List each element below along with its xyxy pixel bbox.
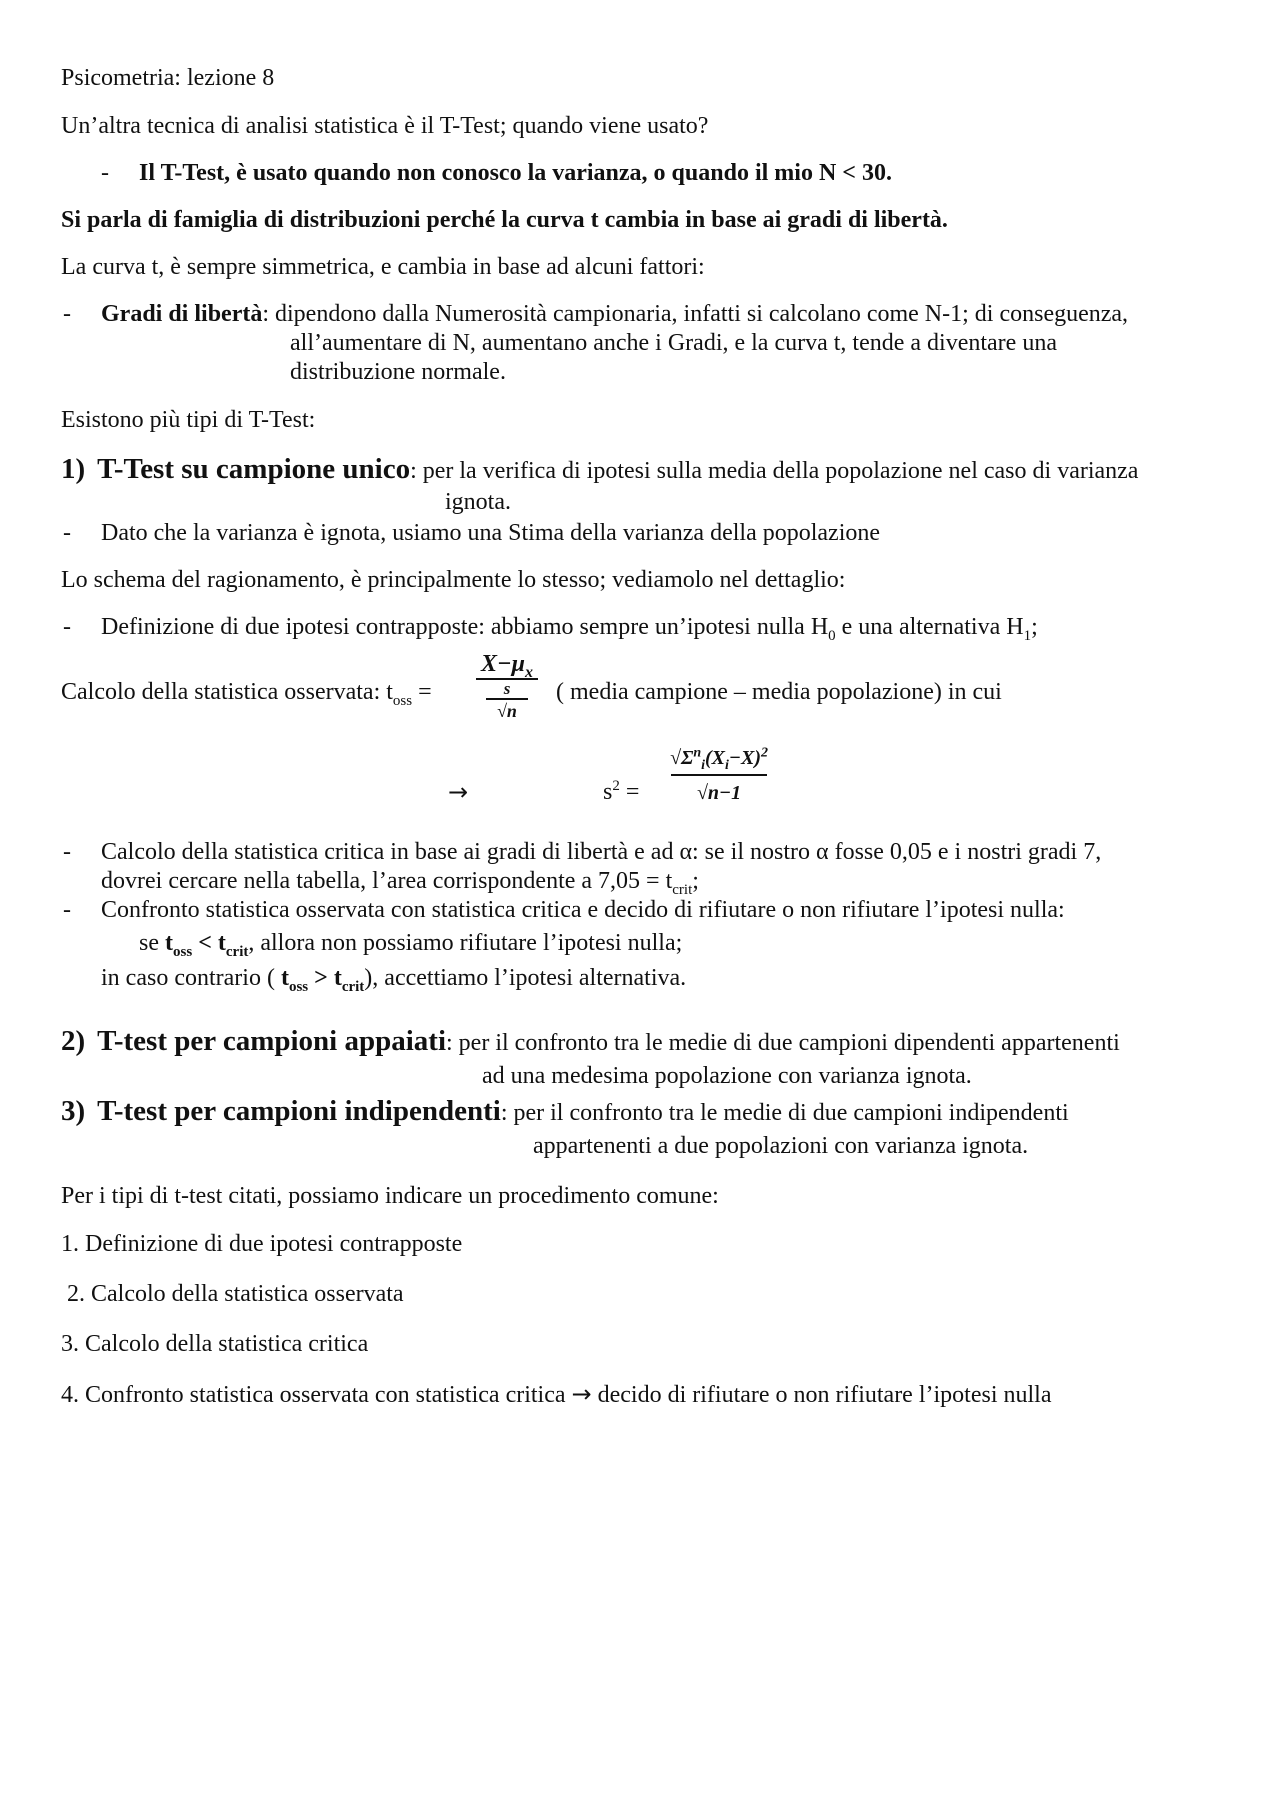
gradi-line-3: distribuzione normale.	[290, 359, 506, 385]
confronto-line-1: Confronto statistica osservata con statistica critica e decido di rifiutare o non rifiutare l’ipotesi nulla:	[101, 897, 1065, 923]
type2-title: T-test per campioni appaiati	[97, 1025, 447, 1057]
curve-intro: La curva t, è sempre simmetrica, e cambia in base ad alcuni fattori:	[61, 254, 705, 280]
confronto-se: se $t_{oss} < t_{crit}$, allora non possiamo rifiutare l’ipotesi nulla;	[139, 930, 683, 960]
type2-heading: 2) T-test per campioni appaiati: per il confronto tra le medie di due campioni dipendenti appartenenti	[61, 1025, 1120, 1057]
step-4: 4. Confronto statistica osservata con statistica critica → decido di rifiutare o non rifiutare l’ipotesi nulla	[61, 1380, 1052, 1408]
bullet-dash: -	[63, 614, 71, 640]
type3-desc-2: appartenenti a due popolazioni con varianza ignota.	[533, 1133, 1029, 1159]
types-intro: Esistono più tipi di T-Test:	[61, 407, 316, 433]
step-1: 1. Definizione di due ipotesi contrapposte	[61, 1231, 463, 1257]
type1-title: T-Test su campione unico	[97, 453, 411, 485]
arrow-icon: →	[448, 778, 469, 806]
s2-label: $s^2$ =	[603, 778, 640, 805]
bullet-dash: -	[63, 839, 71, 865]
gradi-line-2: all’aumentare di N, aumentano anche i Gradi, e la curva t, tende a diventare una	[290, 330, 1057, 356]
step-2: 2. Calcolo della statistica osservata	[61, 1281, 404, 1307]
type3-title: T-test per campioni indipendenti	[97, 1095, 501, 1127]
bullet-dash: -	[101, 160, 109, 186]
family-paragraph: Si parla di famiglia di distribuzioni perché la curva t cambia in base ai gradi di libertà.	[61, 207, 948, 233]
intro-paragraph: Un’altra tecnica di analisi statistica è il T-Test; quando viene usato?	[61, 113, 709, 139]
confronto-contrario: in caso contrario ( $t_{oss} > t_{crit}$), accettiamo l’ipotesi alternativa.	[101, 965, 687, 995]
type1-heading: 1) T-Test su campione unico: per la verifica di ipotesi sulla media della popolazione nel caso di varianza	[61, 453, 1139, 485]
type1-desc-2: ignota.	[445, 489, 511, 515]
bullet-ipotesi: Definizione di due ipotesi contrapposte: abbiamo sempre un’ipotesi nulla $H_0$ e una alternativa $H_1$;	[101, 614, 1038, 644]
toss-fraction: $X-\mu_x$ s √n	[470, 650, 544, 722]
gradi-line-1: Gradi di libertà: dipendono dalla Numerosità campionaria, infatti si calcolano come N-1; di conseguenza,	[101, 301, 1129, 327]
gradi-label: Gradi di libertà	[101, 301, 263, 327]
procedimento-paragraph: Per i tipi di t-test citati, possiamo indicare un procedimento comune:	[61, 1183, 719, 1209]
critica-line-2: dovrei cercare nella tabella, l’area corrispondente a $7,05 = t_{crit}$;	[101, 868, 699, 898]
s2-fraction: $√\Sigma^n_i(X_i-X)^2$ √n−1	[655, 742, 783, 810]
bullet-dash: -	[63, 520, 71, 546]
arrow-icon: →	[571, 1380, 592, 1408]
critica-line-1: Calcolo della statistica critica in base ai gradi di libertà e ad α: se il nostro α fosse 0,05 e i nostri gradi 7,	[101, 839, 1102, 865]
schema-paragraph: Lo schema del ragionamento, è principalmente lo stesso; vediamolo nel dettaglio:	[61, 567, 846, 593]
calcolo-label: Calcolo della statistica osservata: $t_{oss}$ =	[61, 679, 432, 709]
calcolo-description: ( media campione – media popolazione) in cui	[556, 679, 1002, 705]
bullet-dash: -	[63, 301, 71, 327]
document-title: Psicometria: lezione 8	[61, 65, 275, 91]
bullet-stima: Dato che la varianza è ignota, usiamo una Stima della varianza della popolazione	[101, 520, 881, 546]
step-3: 3. Calcolo della statistica critica	[61, 1331, 369, 1357]
type3-heading: 3) T-test per campioni indipendenti: per il confronto tra le medie di due campioni indipendenti	[61, 1095, 1069, 1127]
type2-desc-2: ad una medesima popolazione con varianza ignota.	[482, 1063, 972, 1089]
bullet-dash: -	[63, 897, 71, 923]
bullet-ttest-usage: Il T-Test, è usato quando non conosco la varianza, o quando il mio N < 30.	[139, 160, 892, 186]
